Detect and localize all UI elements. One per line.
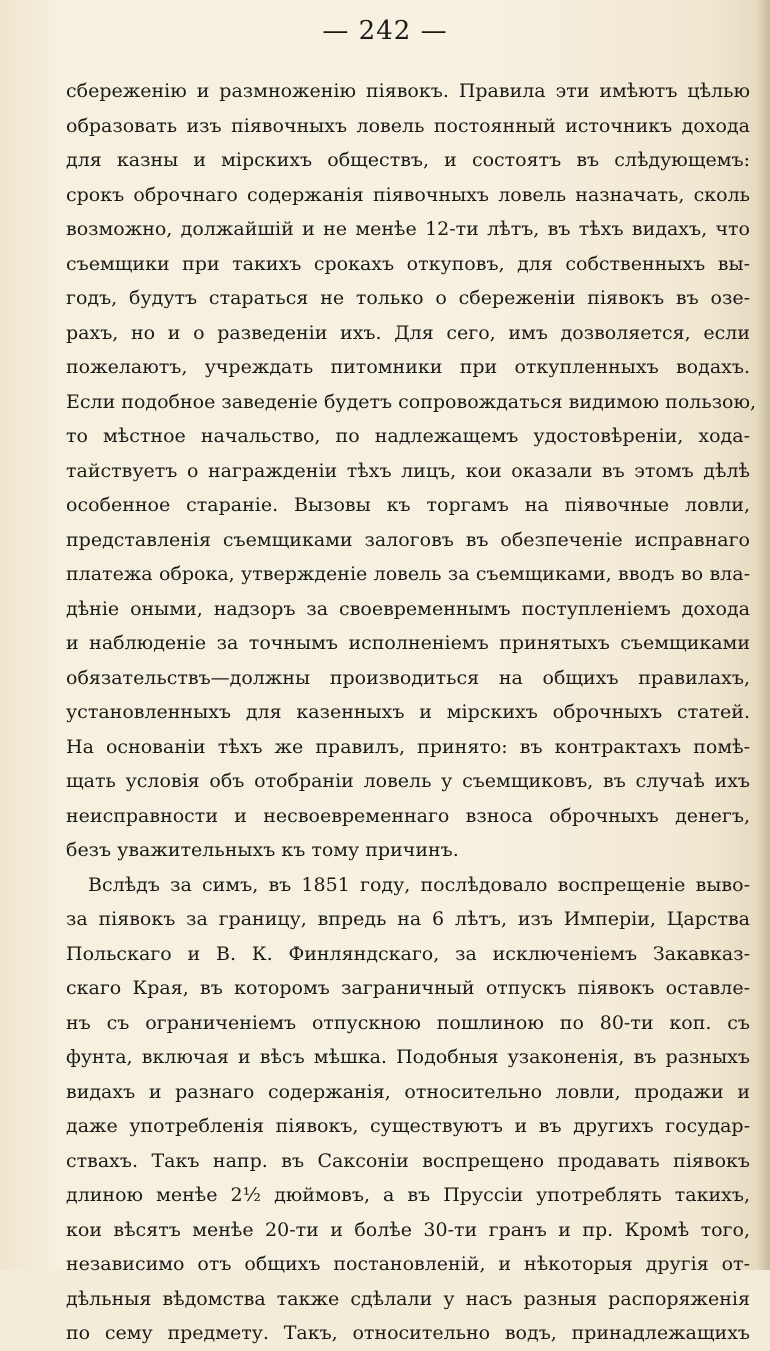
body-text <box>66 74 757 1351</box>
text-line: фунта, включая и вѣсъ мѣшка. Подобныя узаконенія, въ разныхъ <box>66 1046 750 1068</box>
text-line: На основаніи тѣхъ же правилъ, принято: въ контрактахъ помѣ- <box>66 735 750 758</box>
text-line: дѣніе оными, надзоръ за своевременнымъ поступленіемъ дохода <box>66 597 750 620</box>
text-line: обязательствъ—должны производиться на общихъ правилахъ, <box>66 666 750 689</box>
text-line: кои вѣсятъ менѣе 20-ти и болѣе 30-ти гранъ и пр. Кромѣ того, <box>66 1218 750 1241</box>
text-line: даже употребленія піявокъ, существуютъ и въ другихъ государ- <box>66 1115 750 1137</box>
text-line: пожелаютъ, учреждать питомники при откупленныхъ водахъ. <box>66 356 750 378</box>
text-line: Если подобное заведеніе будетъ сопровождаться видимою пользою, <box>66 390 757 413</box>
text-line: неисправности и несвоевременнаго взноса оброчныхъ денегъ, <box>66 804 750 827</box>
text-line: съемщики при такихъ срокахъ откуповъ, для собственныхъ вы- <box>66 252 750 275</box>
text-line: для казны и мірскихъ обществъ, и состоятъ въ слѣдующемъ: <box>66 149 750 171</box>
text-line: представленія съемщиками залоговъ въ обезпеченіе исправнаго <box>66 528 750 551</box>
text-line: щать условія объ отобраніи ловель у съемщиковъ, въ случаѣ ихъ <box>66 770 750 792</box>
text-line: платежа оброка, утвержденіе ловель за съемщиками, вводъ во вла- <box>66 563 750 585</box>
text-line: тайствуетъ о награжденіи тѣхъ лицъ, кои оказали въ этомъ дѣлѣ <box>66 459 750 482</box>
text-line: ствахъ. Такъ напр. въ Саксоніи воспрещено продавать піявокъ <box>66 1149 750 1172</box>
text-line: длиною менѣе 2½ дюймовъ, а въ Пруссіи употреблять такихъ, <box>66 1184 750 1206</box>
text-line: скаго Края, въ которомъ заграничный отпускъ піявокъ оставле- <box>66 977 750 999</box>
text-line: срокъ оброчнаго содержанія піявочныхъ ловель назначать, сколь <box>66 183 750 206</box>
text-line: образовать изъ піявочныхъ ловель постоянный источникъ дохода <box>66 114 750 137</box>
text-line: дѣльныя вѣдомства также сдѣлали у насъ разныя распоряженія <box>66 1287 750 1310</box>
page-number: — 242 — <box>322 16 448 46</box>
text-line: за піявокъ за границу, впредь на 6 лѣтъ, изъ Имперіи, Царства <box>66 908 750 930</box>
page-edge-shadow <box>756 0 770 1270</box>
paragraph-start-line: Вслѣдъ за симъ, въ 1851 году, послѣдовало воспрещеніе выво- <box>88 873 750 896</box>
text-line: особенное стараніе. Вызовы къ торгамъ на піявочные ловли, <box>66 494 750 516</box>
text-line: рахъ, но и о разведеніи ихъ. Для сего, имъ дозволяется, если <box>66 321 750 344</box>
text-line: то мѣстное начальство, по надлежащемъ удостовѣреніи, хода- <box>66 425 750 447</box>
paragraph-end-line: безъ уважительныхъ къ тому причинъ. <box>66 839 459 861</box>
text-line: и наблюденіе за точнымъ исполненіемъ принятыхъ съемщиками <box>66 632 750 654</box>
text-line: годъ, будутъ стараться не только о сбереженіи піявокъ въ озе- <box>66 287 750 309</box>
text-line: независимо отъ общихъ постановленій, и нѣкоторыя другія от- <box>66 1253 750 1275</box>
text-line: видахъ и разнаго содержанія, относительно ловли, продажи и <box>66 1080 750 1103</box>
text-line: установленныхъ для казенныхъ и мірскихъ оброчныхъ статей. <box>66 701 750 723</box>
text-line: сбереженію и размноженію піявокъ. Правила эти имѣютъ цѣлью <box>66 80 750 102</box>
text-line: Польскаго и В. К. Финляндскаго, за исключеніемъ Закавказ- <box>66 942 750 965</box>
text-line: нъ съ ограниченіемъ отпускною пошлиною по 80-ти коп. съ <box>66 1011 750 1034</box>
text-line: по сему предмету. Такъ, относительно водъ, принадлежащихъ <box>66 1322 750 1344</box>
text-line: возможно, должайшій и не менѣе 12-ти лѣтъ, въ тѣхъ видахъ, что <box>66 218 750 240</box>
